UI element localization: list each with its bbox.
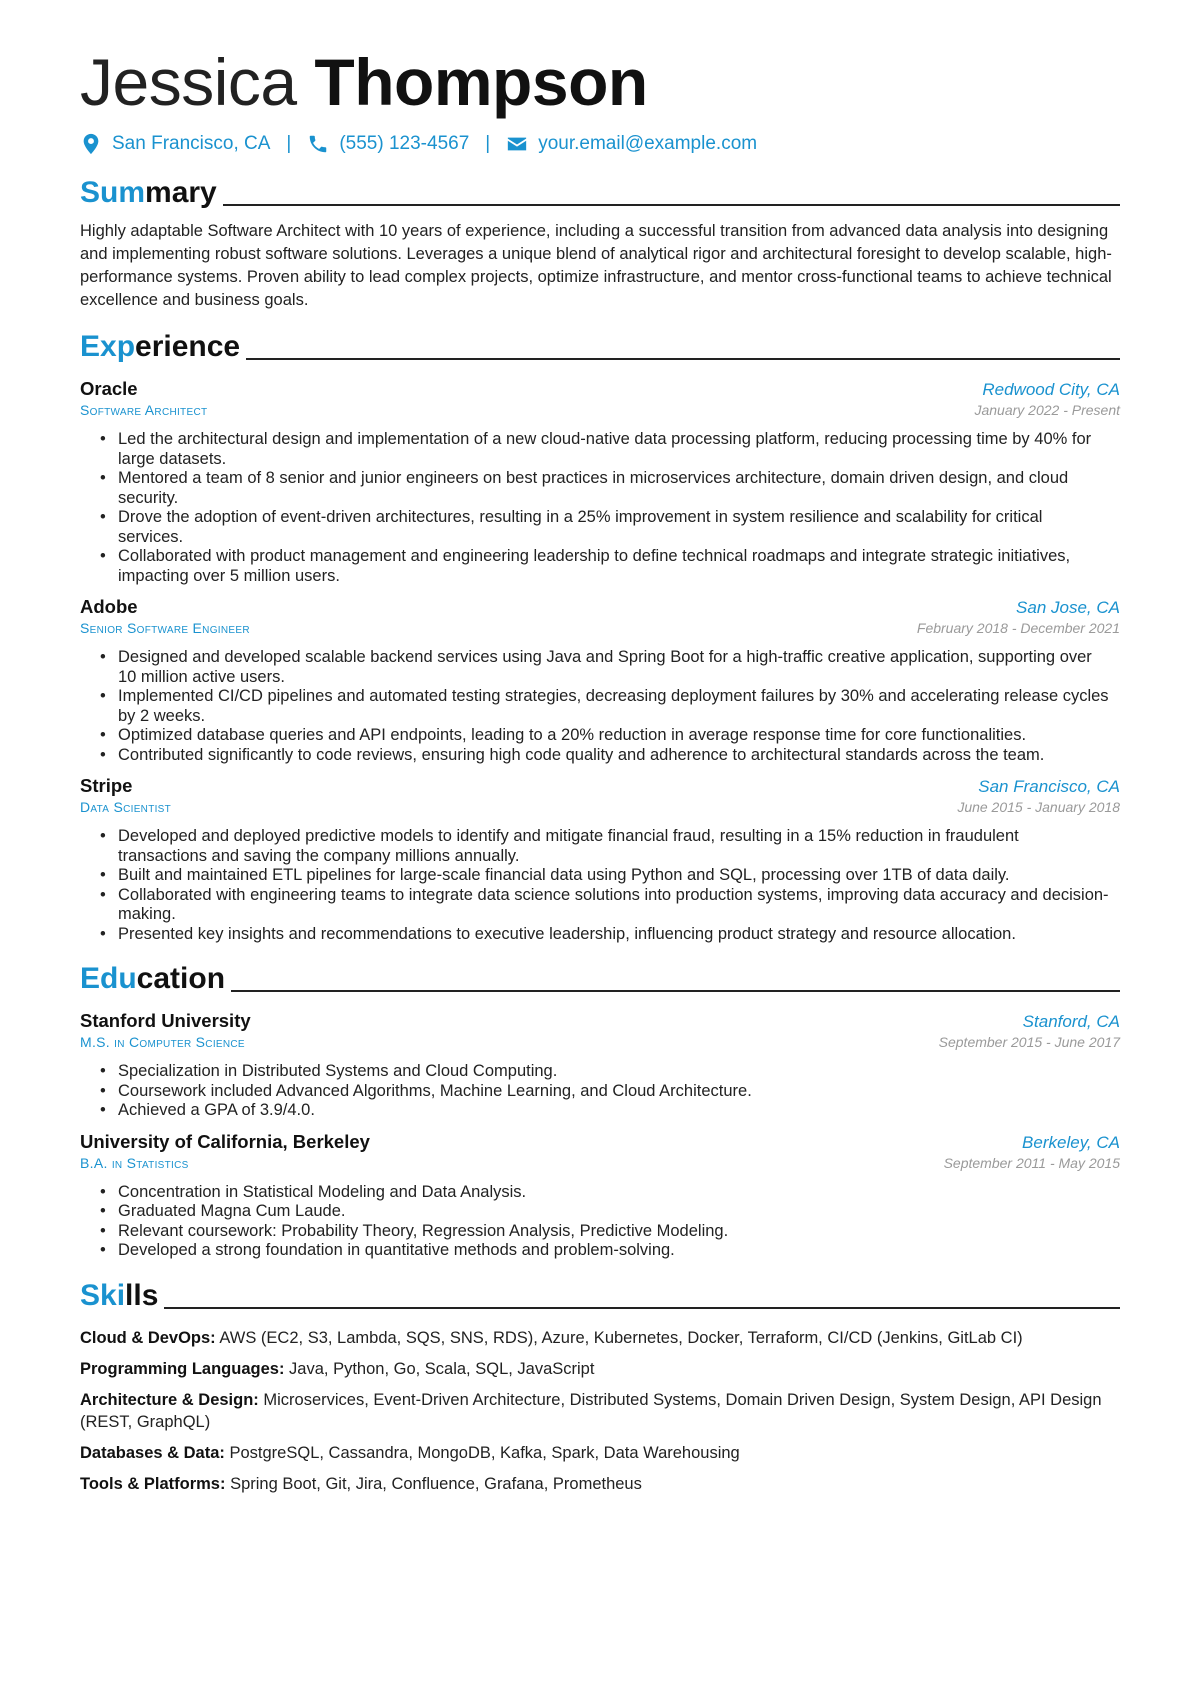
entry-role: B.A. in Statistics: [80, 1154, 189, 1171]
entry-role: Data Scientist: [80, 799, 172, 815]
organization-name: Adobe: [80, 596, 138, 617]
skill-value: Spring Boot, Git, Jira, Confluence, Grafana, Prometheus: [230, 1474, 642, 1493]
section-title: [80, 962, 225, 996]
skill-value: AWS (EC2, S3, Lambda, SQS, SNS, RDS), Azure, Kubernetes, Docker, Terraform, CI/CD (Jenkins, GitLab CI): [219, 1328, 1023, 1347]
entry-subheader: [80, 799, 1120, 815]
bullet-item: • Collaborated with engineering teams to integrate data science solutions into production systems, improving data accuracy and decision-making.: [118, 886, 1120, 925]
section-title-rest: erience: [135, 330, 241, 363]
education-list: [80, 1010, 1120, 1261]
bullet-list: [80, 1183, 1120, 1261]
entry-location: Berkeley, CA: [1022, 1132, 1120, 1152]
contact-email[interactable]: [506, 133, 757, 155]
skill-label: Tools & Platforms:: [80, 1474, 226, 1493]
entry-header: [80, 378, 1120, 400]
entry-dates: June 2015 - January 2018: [957, 799, 1120, 815]
summary-heading: [80, 172, 1120, 210]
bullet-item: • Coursework included Advanced Algorithms, Machine Learning, and Cloud Architecture.: [118, 1082, 1120, 1102]
bullet-item: • Optimized database queries and API endpoints, leading to a 20% reduction in average response time for core functionalities.: [118, 726, 1120, 746]
skill-label: Programming Languages:: [80, 1359, 285, 1378]
entry-location: San Francisco, CA: [978, 777, 1120, 796]
skills-heading: [80, 1275, 1120, 1313]
experience-list: [80, 378, 1120, 944]
entry-header: [80, 1131, 1120, 1153]
first-name: Jessica: [80, 45, 297, 119]
email-link[interactable]: your.email@example.com: [538, 133, 758, 154]
bullet-item: • Relevant coursework: Probability Theory, Regression Analysis, Predictive Modeling.: [118, 1222, 1120, 1242]
resume-page: [80, 0, 1120, 1504]
section-title-rest: mary: [145, 176, 217, 209]
education-entry: [80, 1131, 1120, 1261]
skill-row: [80, 1473, 1120, 1495]
skill-row: [80, 1327, 1120, 1349]
entry-location: San Jose, CA: [1016, 598, 1120, 617]
experience-entry: [80, 378, 1120, 586]
phone-icon: [307, 133, 329, 155]
experience-entry: [80, 775, 1120, 944]
section-rule: [164, 1307, 1120, 1309]
section-rule: [246, 358, 1120, 360]
section-title-accent: Exp: [80, 330, 136, 363]
entry-header: [80, 775, 1120, 797]
entry-subheader: [80, 1034, 1120, 1050]
skill-value: PostgreSQL, Cassandra, MongoDB, Kafka, Spark, Data Warehousing: [229, 1443, 740, 1462]
bullet-item: • Specialization in Distributed Systems and Cloud Computing.: [118, 1062, 1120, 1082]
contact-separator: |: [485, 133, 491, 154]
bullet-item: • Collaborated with product management and engineering leadership to define technical roadmaps and integrate strategic initiatives, impacting over 5 million users.: [118, 547, 1120, 586]
section-title: [80, 1279, 158, 1313]
phone-text[interactable]: (555) 123-4567: [339, 133, 470, 154]
skill-label: Architecture & Design:: [80, 1390, 259, 1409]
section-title-accent: Sum: [80, 176, 146, 209]
bullet-item: • Led the architectural design and implementation of a new cloud-native data processing platform, reducing processing time by 40% for large datasets.: [118, 430, 1120, 469]
entry-header: [80, 1010, 1120, 1032]
bullet-item: • Graduated Magna Cum Laude.: [118, 1202, 1120, 1222]
bullet-item: • Achieved a GPA of 3.9/4.0.: [118, 1101, 1120, 1121]
skill-label: Cloud & DevOps:: [80, 1328, 216, 1347]
candidate-name: [80, 44, 1120, 120]
section-title-accent: Edu: [80, 962, 137, 995]
entry-location: Redwood City, CA: [982, 380, 1120, 399]
section-title: [80, 330, 240, 364]
last-name: Thompson: [314, 45, 648, 119]
education-entry: [80, 1010, 1120, 1121]
map-marker-icon: [80, 133, 102, 155]
section-title: [80, 176, 217, 210]
bullet-item: • Developed a strong foundation in quantitative methods and problem-solving.: [118, 1241, 1120, 1261]
bullet-item: • Implemented CI/CD pipelines and automated testing strategies, decreasing deployment failures by 30% and accelerating release cycles by 2 weeks.: [118, 687, 1120, 726]
section-title-accent: Ski: [80, 1278, 126, 1312]
entry-role: Senior Software Engineer: [80, 620, 250, 636]
section-rule: [231, 990, 1120, 992]
bullet-item: • Developed and deployed predictive models to identify and mitigate financial fraud, resulting in a 15% reduction in fraudulent transactions and saving the company millions annually.: [118, 827, 1120, 866]
entry-dates: September 2015 - June 2017: [938, 1034, 1120, 1050]
entry-location: Stanford, CA: [1022, 1012, 1120, 1031]
experience-heading: [80, 326, 1120, 364]
bullet-item: • Concentration in Statistical Modeling and Data Analysis.: [118, 1183, 1120, 1203]
contact-location: [80, 133, 270, 155]
skill-value: Java, Python, Go, Scala, SQL, JavaScript: [289, 1359, 595, 1378]
skill-label: Databases & Data:: [80, 1443, 225, 1462]
education-heading: [80, 958, 1120, 996]
entry-subheader: [80, 1155, 1120, 1171]
organization-name: Stripe: [80, 775, 133, 796]
entry-dates: February 2018 - December 2021: [916, 620, 1120, 636]
summary-text: Highly adaptable Software Architect with 10 years of experience, including a successful transition from advanced data analysis into designing and implementing robust software solutions. Leverages a unique blend of analytical rigor and architectural foresight to develop scalable, high-performance systems. Proven ability to lead complex projects, optimize infrastructure, and mentor cross-functional teams to achieve technical excellence and business goals.: [80, 222, 1112, 309]
bullet-item: • Designed and developed scalable backend services using Java and Spring Boot for a high-traffic creative application, supporting over 10 million active users.: [118, 648, 1120, 687]
skill-value: Microservices, Event-Driven Architecture, Distributed Systems, Domain Driven Design, System Design, API Design (REST, GraphQL): [80, 1390, 1102, 1431]
bullet-item: • Presented key insights and recommendations to executive leadership, influencing product strategy and resource allocation.: [118, 925, 1120, 945]
entry-dates: January 2022 - Present: [974, 402, 1120, 418]
skill-row: [80, 1442, 1120, 1464]
section-title-rest: lls: [125, 1278, 159, 1312]
section-title-rest: cation: [136, 962, 226, 995]
bullet-item: • Mentored a team of 8 senior and junior engineers on best practices in microservices architecture, domain driven design, and cloud security.: [118, 469, 1120, 508]
contact-bar: [80, 130, 1120, 158]
bullet-list: [80, 648, 1120, 765]
bullet-list: [80, 1062, 1120, 1121]
experience-entry: [80, 596, 1120, 765]
contact-separator: |: [286, 133, 292, 154]
skills-list: [80, 1327, 1120, 1495]
skill-row: [80, 1358, 1120, 1380]
bullet-item: • Built and maintained ETL pipelines for large-scale financial data using Python and SQL, processing over 1TB of data daily.: [118, 866, 1120, 886]
organization-name: Stanford University: [80, 1010, 251, 1031]
bullet-list: [80, 827, 1120, 944]
bullet-item: • Contributed significantly to code reviews, ensuring high code quality and adherence to architectural standards across the team.: [118, 746, 1120, 766]
bullet-item: • Drove the adoption of event-driven architectures, resulting in a 25% improvement in system resilience and scalability for critical services.: [118, 508, 1120, 547]
entry-dates: September 2011 - May 2015: [943, 1154, 1120, 1171]
bullet-list: [80, 430, 1120, 586]
organization-name: Oracle: [80, 378, 138, 399]
envelope-icon: [506, 133, 528, 155]
entry-role: M.S. in Computer Science: [80, 1034, 245, 1050]
entry-subheader: [80, 402, 1120, 418]
entry-subheader: [80, 620, 1120, 636]
entry-header: [80, 596, 1120, 618]
skill-row: [80, 1389, 1120, 1433]
organization-name: University of California, Berkeley: [80, 1130, 370, 1152]
contact-phone[interactable]: [307, 133, 469, 155]
entry-role: Software Architect: [80, 402, 208, 418]
section-rule: [223, 204, 1120, 206]
location-text: San Francisco, CA: [112, 133, 271, 154]
